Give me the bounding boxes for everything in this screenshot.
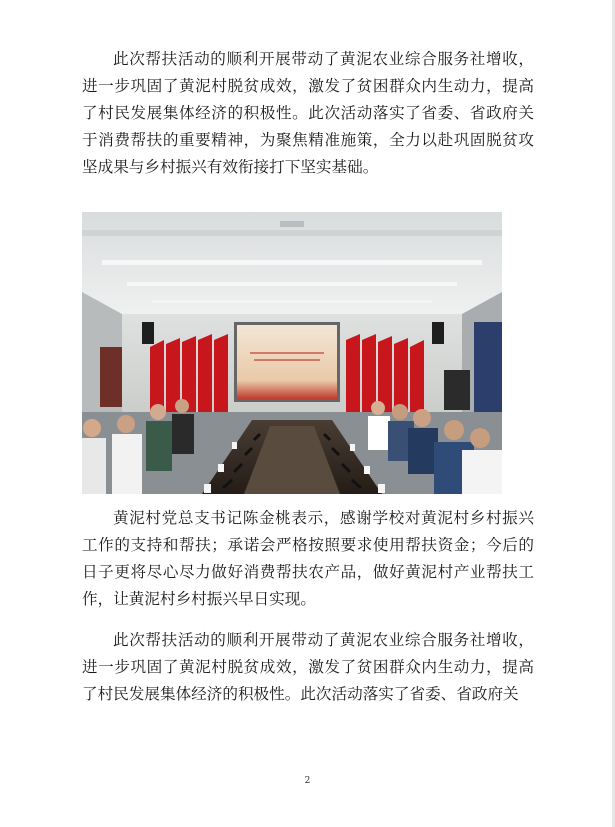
paragraph-3: 此次帮扶活动的顺利开展带动了黄泥农业综合服务社增收，进一步巩固了黄泥村脱贫成效，激发了贫困群众内生动力，提高了村民发展集体经济的积极性。此次活动落实了省委、省政府关 — [82, 631, 534, 703]
paragraph-2: 黄泥村党总支书记陈金桃表示，感谢学校对黄泥村乡村振兴工作的支持和帮扶；承诺会严格按照要求使用帮扶资金；今后的日子更将尽心尽力做好消费帮扶农产品，做好黄泥村产业帮扶工作，让黄泥村乡村振兴早日实现。 — [82, 509, 534, 608]
paragraph-1: 此次帮扶活动的顺利开展带动了黄泥农业综合服务社增收，进一步巩固了黄泥村脱贫成效，激发了贫困群众内生动力，提高了村民发展集体经济的积极性。此次活动落实了省委、省政府关于消费帮扶的重要精神，为聚焦精准施策，全力以赴巩固脱贫攻坚成果与乡村振兴有效衔接打下坚实基础。 — [82, 50, 534, 176]
meeting-photo — [82, 212, 502, 494]
page-number: 2 — [304, 776, 311, 786]
